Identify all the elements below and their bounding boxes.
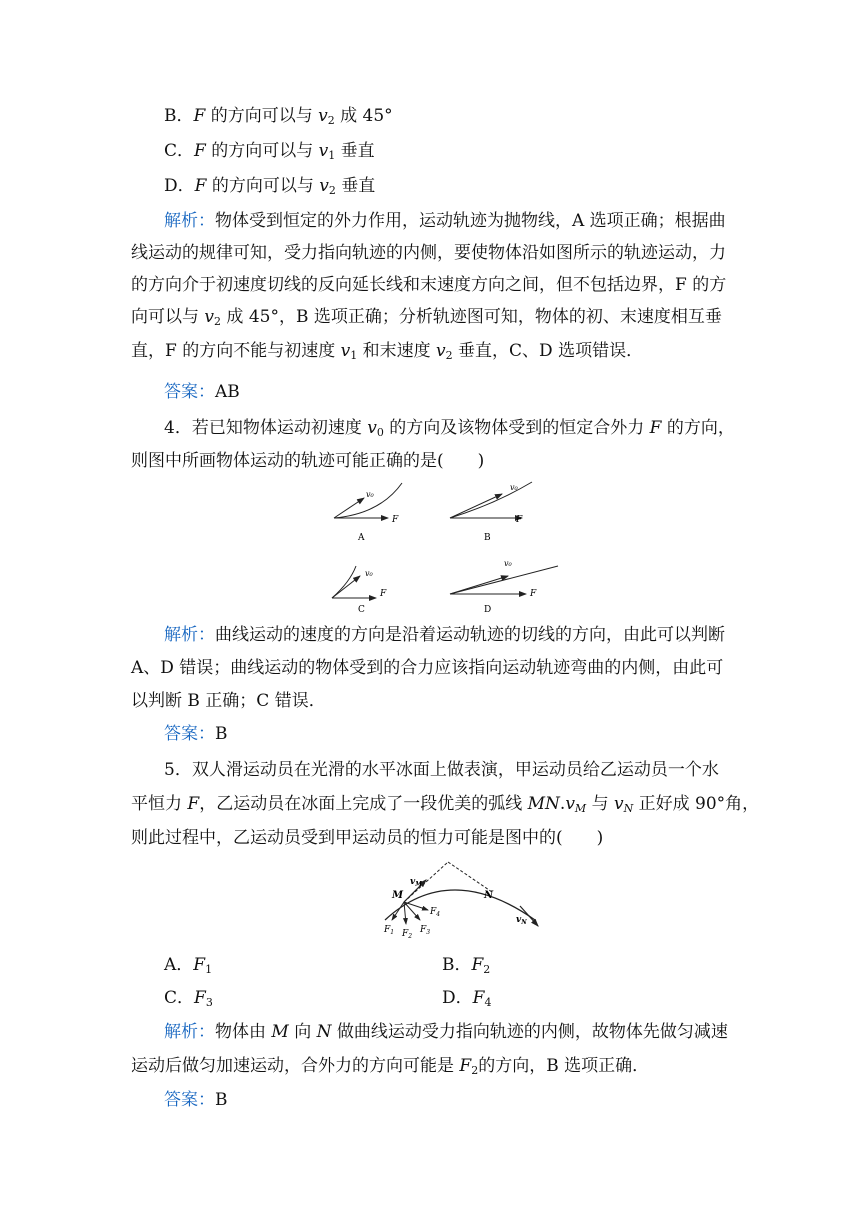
svg-text:N: N	[484, 890, 494, 901]
answer-label: 答案：	[164, 382, 215, 402]
q4-analysis-line2: A、D 错误；曲线运动的物体受到的合力应该指向运动轨迹弯曲的内侧，由此可	[131, 658, 724, 678]
q5-option-b: B．$F_2$	[442, 955, 491, 976]
svg-text:v₀: v₀	[510, 483, 518, 492]
svg-text:v₀: v₀	[366, 490, 374, 499]
svg-text:vN: $v_N$	[516, 915, 527, 926]
q4-option-a-diagram	[334, 483, 402, 543]
answer-label: 答案：	[164, 1090, 215, 1110]
analysis-label: 解析：	[164, 211, 215, 231]
q5-answer: 答案：B	[164, 1090, 228, 1110]
svg-text:M: M	[392, 890, 404, 901]
q3-option-c: C．F 的方向可以与 $v_1$ 垂直	[164, 141, 375, 162]
svg-text:F1: $F_1$	[384, 925, 395, 936]
q5-stem-line3: 则此过程中，乙运动员受到甲运动员的恒力可能是图中的( )	[131, 828, 604, 848]
svg-text:C: C	[358, 605, 365, 615]
q5-stem-line2: 平恒力 F，乙运动员在冰面上完成了一段优美的弧线 $MN.v_M$ 与 $v_N$ 正好成 90°角，	[131, 794, 760, 815]
svg-text:F: F	[380, 589, 387, 599]
q5-option-d: D．$F_4$	[442, 988, 492, 1009]
q3-answer: 答案：AB	[164, 382, 240, 402]
svg-text:F: F	[392, 515, 399, 525]
q3-analysis-line3: 的方向介于初速度切线的反向延长线和末速度方向之间，但不包括边界，F 的方	[131, 275, 727, 295]
svg-text:v₀: v₀	[504, 559, 512, 568]
q4-stem-line2: 则图中所画物体运动的轨迹可能正确的是( )	[131, 451, 485, 471]
q3-analysis-line2: 线运动的规律可知，受力指向轨迹的内侧，要使物体沿如图所示的轨迹运动，力	[131, 243, 726, 263]
q3-analysis-line4: 向可以与 $v_2$ 成 45°，B 选项正确；分析轨迹图可知，物体的初、末速度相互垂	[131, 307, 722, 328]
q4-option-d-diagram	[450, 559, 558, 615]
svg-text:A: A	[358, 533, 365, 543]
q5-stem-line1: 5．双人滑运动员在光滑的水平冰面上做表演，甲运动员给乙运动员一个水	[164, 760, 719, 780]
q4-stem-line1: 4．若已知物体运动初速度 $v_0$ 的方向及该物体受到的恒定合外力 F 的方向，	[164, 418, 735, 439]
q3-analysis-line5: 直，F 的方向不能与初速度 $v_1$ 和末速度 $v_2$ 垂直，C、D 选项错误．	[131, 341, 644, 362]
q4-figure	[320, 478, 580, 618]
q3-analysis: 解析：物体受到恒定的外力作用，运动轨迹为抛物线，A 选项正确；根据曲	[164, 211, 726, 231]
q5-analysis-line2: 运动后做匀加速运动，合外力的方向可能是 $F_2$的方向，B 选项正确．	[131, 1056, 650, 1077]
q5-figure	[380, 858, 550, 942]
q4-analysis: 解析：曲线运动的速度的方向是沿着运动轨迹的切线的方向，由此可以判断	[164, 625, 725, 645]
svg-text:D: D	[484, 605, 492, 615]
svg-text:F3: $F_3$	[420, 925, 431, 936]
analysis-label: 解析：	[164, 1022, 215, 1042]
svg-text:F4: $F_4$	[430, 907, 441, 918]
q4-option-c-diagram	[332, 566, 387, 615]
svg-text:F2: $F_2$	[402, 929, 413, 940]
analysis-label: 解析：	[164, 625, 215, 645]
q4-answer: 答案：B	[164, 724, 228, 744]
svg-text:v₀: v₀	[365, 569, 373, 578]
svg-text:F: F	[516, 515, 523, 525]
q3-option-d: D．F 的方向可以与 $v_2$ 垂直	[164, 176, 376, 197]
q4-option-b-diagram	[450, 482, 532, 543]
q5-option-c: C．$F_3$	[164, 988, 213, 1009]
q5-analysis: 解析：物体由 M 向 N 做曲线运动受力指向轨迹的内侧，故物体先做匀减速	[164, 1022, 728, 1042]
svg-text:F: F	[530, 589, 537, 599]
q5-option-a: A．$F_1$	[164, 955, 213, 976]
answer-label: 答案：	[164, 724, 215, 744]
q4-analysis-line3: 以判断 B 正确；C 错误．	[131, 691, 326, 711]
svg-text:B: B	[484, 533, 491, 543]
svg-text:vM: $v_M$	[410, 877, 422, 888]
q3-option-b: B．F 的方向可以与 $v_2$ 成 45°	[164, 106, 393, 127]
